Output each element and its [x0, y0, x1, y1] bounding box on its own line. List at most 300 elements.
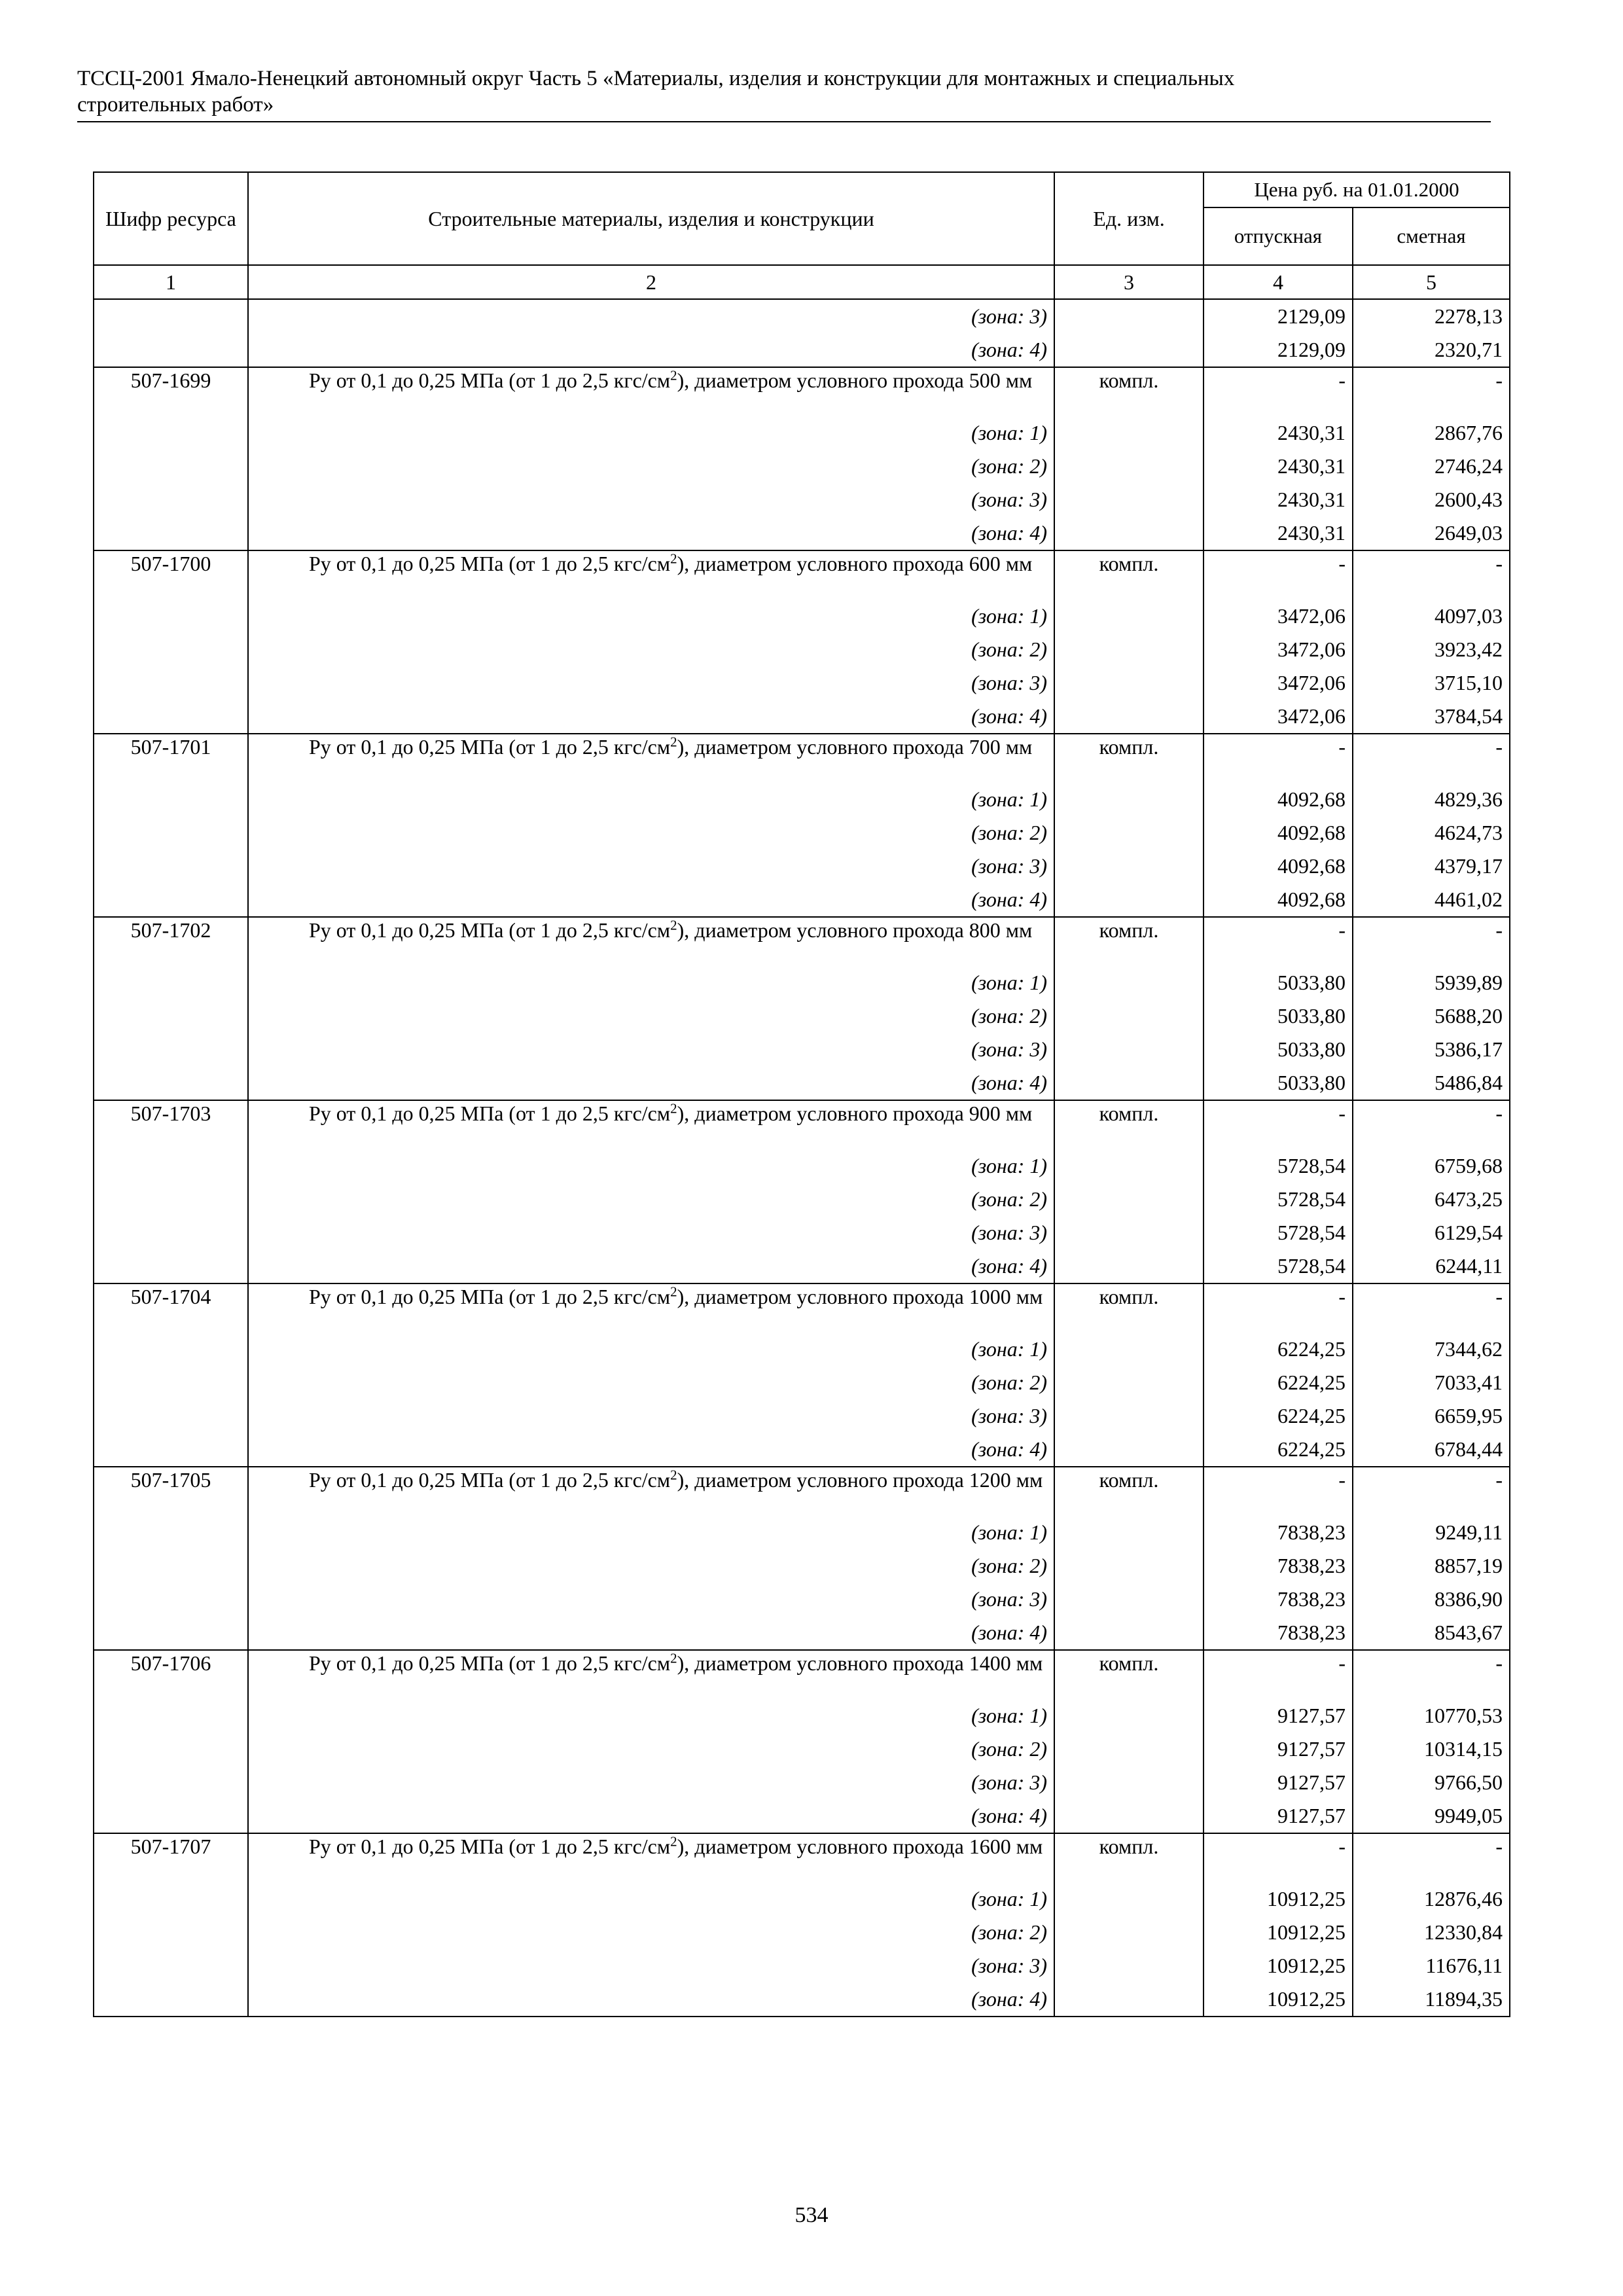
superscript-2: 2	[670, 1467, 677, 1483]
table-row	[94, 516, 1510, 550]
code-cell	[94, 483, 248, 516]
description-text: Ру от 0,1 до 0,25 МПа (от 1 до 2,5 кгс/см	[309, 918, 671, 942]
estimate-price-cell: -	[1353, 1650, 1510, 1699]
estimate-price-cell: 2746,24	[1353, 450, 1510, 483]
zone-cell: (зона: 4)	[248, 333, 1054, 367]
zone-cell: (зона: 4)	[248, 1799, 1054, 1833]
zone-cell: (зона: 1)	[248, 1516, 1054, 1549]
description-text: Ру от 0,1 до 0,25 МПа (от 1 до 2,5 кгс/см	[309, 1102, 671, 1125]
release-price-cell: 10912,25	[1204, 1982, 1353, 2017]
zone-cell: (зона: 1)	[248, 783, 1054, 816]
unit-cell	[1054, 1333, 1204, 1366]
code-cell	[94, 1799, 248, 1833]
estimate-price-cell: -	[1353, 1833, 1510, 1882]
unit-cell	[1054, 1433, 1204, 1467]
table-row	[94, 1366, 1510, 1399]
release-price-cell: 10912,25	[1204, 1949, 1353, 1982]
table-row	[94, 1833, 1510, 1882]
code-cell	[94, 1616, 248, 1650]
release-price-cell: -	[1204, 550, 1353, 600]
table-row	[94, 850, 1510, 883]
release-price-cell: 6224,25	[1204, 1366, 1353, 1399]
estimate-price-cell: 7033,41	[1353, 1366, 1510, 1399]
table-row	[94, 633, 1510, 666]
unit-cell	[1054, 1616, 1204, 1650]
description-text-2: ), диаметром условного прохода	[677, 368, 969, 392]
resource-code: 507-1706	[94, 1650, 248, 1699]
zone-cell: (зона: 2)	[248, 816, 1054, 850]
header-estimate: сметная	[1353, 207, 1510, 265]
unit-cell	[1054, 1399, 1204, 1433]
description-cell	[248, 1467, 1054, 1516]
release-price-cell: -	[1204, 1283, 1353, 1333]
release-price-cell: 2430,31	[1204, 450, 1353, 483]
unit-cell	[1054, 1066, 1204, 1100]
resource-code: 507-1702	[94, 917, 248, 966]
resource-code: 507-1705	[94, 1467, 248, 1516]
unit-cell	[1054, 1549, 1204, 1583]
table-row	[94, 1549, 1510, 1583]
zone-cell: (зона: 3)	[248, 483, 1054, 516]
superscript-2: 2	[670, 734, 677, 750]
description-text-2: ), диаметром условного прохода	[677, 735, 969, 759]
unit-cell	[1054, 1249, 1204, 1283]
release-price-cell: 2430,31	[1204, 483, 1353, 516]
code-cell	[94, 1249, 248, 1283]
table-row	[94, 1616, 1510, 1650]
page-header	[77, 65, 1491, 118]
unit-cell: компл.	[1054, 550, 1204, 600]
table-row	[94, 917, 1510, 966]
code-cell	[94, 633, 248, 666]
estimate-price-cell: 12330,84	[1353, 1916, 1510, 1949]
code-cell	[94, 1982, 248, 2017]
unit-cell	[1054, 516, 1204, 550]
release-price-cell: 5033,80	[1204, 1033, 1353, 1066]
code-cell	[94, 1766, 248, 1799]
code-cell	[94, 700, 248, 734]
unit-cell	[1054, 1183, 1204, 1216]
estimate-price-cell: 5939,89	[1353, 966, 1510, 999]
table-row	[94, 1650, 1510, 1699]
zone-cell: (зона: 1)	[248, 966, 1054, 999]
zone-cell: (зона: 4)	[248, 1982, 1054, 2017]
description-text: Ру от 0,1 до 0,25 МПа (от 1 до 2,5 кгс/см	[309, 1651, 671, 1675]
zone-cell: (зона: 3)	[248, 1949, 1054, 1982]
release-price-cell: 9127,57	[1204, 1766, 1353, 1799]
zone-cell: (зона: 2)	[248, 999, 1054, 1033]
estimate-price-cell: 2320,71	[1353, 333, 1510, 367]
estimate-price-cell: -	[1353, 1283, 1510, 1333]
unit-cell	[1054, 783, 1204, 816]
release-price-cell: -	[1204, 734, 1353, 783]
description-text: Ру от 0,1 до 0,25 МПа (от 1 до 2,5 кгс/см	[309, 735, 671, 759]
code-cell	[94, 1882, 248, 1916]
release-price-cell: 5033,80	[1204, 966, 1353, 999]
nominal-diameter: 1000 мм	[969, 1285, 1043, 1308]
estimate-price-cell: 4624,73	[1353, 816, 1510, 850]
release-price-cell: 2430,31	[1204, 416, 1353, 450]
unit-cell: компл.	[1054, 1833, 1204, 1882]
estimate-price-cell: 9766,50	[1353, 1766, 1510, 1799]
zone-cell: (зона: 2)	[248, 1549, 1054, 1583]
unit-cell	[1054, 883, 1204, 917]
table-row	[94, 1333, 1510, 1366]
estimate-price-cell: 6244,11	[1353, 1249, 1510, 1283]
release-price-cell: 7838,23	[1204, 1616, 1353, 1650]
resource-code: 507-1701	[94, 734, 248, 783]
table-row	[94, 783, 1510, 816]
unit-cell: компл.	[1054, 367, 1204, 416]
release-price-cell: 7838,23	[1204, 1549, 1353, 1583]
description-text-2: ), диаметром условного прохода	[677, 1651, 969, 1675]
nominal-diameter: 700 мм	[969, 735, 1033, 759]
table-row	[94, 1066, 1510, 1100]
release-price-cell: 2430,31	[1204, 516, 1353, 550]
release-price-cell: 4092,68	[1204, 816, 1353, 850]
estimate-price-cell: 6473,25	[1353, 1183, 1510, 1216]
zone-cell: (зона: 2)	[248, 1916, 1054, 1949]
zone-cell: (зона: 1)	[248, 600, 1054, 633]
zone-cell: (зона: 4)	[248, 1066, 1054, 1100]
nominal-diameter: 600 мм	[969, 552, 1033, 575]
table-row	[94, 483, 1510, 516]
unit-cell	[1054, 633, 1204, 666]
col-index: 1	[94, 265, 248, 299]
code-cell	[94, 1516, 248, 1549]
code-cell	[94, 1549, 248, 1583]
superscript-2: 2	[670, 550, 677, 567]
superscript-2: 2	[670, 1100, 677, 1117]
table-row	[94, 1033, 1510, 1066]
table-row	[94, 1149, 1510, 1183]
estimate-price-cell: 9249,11	[1353, 1516, 1510, 1549]
resource-code: 507-1704	[94, 1283, 248, 1333]
unit-cell	[1054, 1982, 1204, 2017]
table-row	[94, 333, 1510, 367]
zone-cell: (зона: 2)	[248, 1732, 1054, 1766]
zone-cell: (зона: 4)	[248, 1616, 1054, 1650]
table-row	[94, 1283, 1510, 1333]
zone-cell: (зона: 4)	[248, 883, 1054, 917]
code-cell	[94, 850, 248, 883]
code-cell	[94, 600, 248, 633]
zone-cell: (зона: 2)	[248, 1366, 1054, 1399]
description-text-2: ), диаметром условного прохода	[677, 1468, 969, 1492]
table-row	[94, 1467, 1510, 1516]
zone-cell: (зона: 1)	[248, 1882, 1054, 1916]
estimate-price-cell: -	[1353, 917, 1510, 966]
superscript-2: 2	[670, 367, 677, 384]
release-price-cell: 9127,57	[1204, 1699, 1353, 1732]
unit-cell	[1054, 966, 1204, 999]
resource-code: 507-1707	[94, 1833, 248, 1882]
release-price-cell: 3472,06	[1204, 700, 1353, 734]
unit-cell	[1054, 1149, 1204, 1183]
code-cell	[94, 1216, 248, 1249]
code-cell	[94, 883, 248, 917]
zone-cell: (зона: 3)	[248, 1583, 1054, 1616]
estimate-price-cell: 3715,10	[1353, 666, 1510, 700]
release-price-cell: 5033,80	[1204, 999, 1353, 1033]
estimate-price-cell: 2278,13	[1353, 299, 1510, 333]
code-cell	[94, 1066, 248, 1100]
release-price-cell: -	[1204, 1467, 1353, 1516]
estimate-price-cell: 9949,05	[1353, 1799, 1510, 1833]
unit-cell	[1054, 1366, 1204, 1399]
unit-cell	[1054, 1916, 1204, 1949]
estimate-price-cell: 3784,54	[1353, 700, 1510, 734]
unit-cell	[1054, 816, 1204, 850]
code-cell	[94, 1399, 248, 1433]
table-row	[94, 1949, 1510, 1982]
unit-cell: компл.	[1054, 1100, 1204, 1149]
zone-cell: (зона: 3)	[248, 666, 1054, 700]
header-unit: Ед. изм.	[1054, 172, 1204, 265]
code-cell	[94, 1949, 248, 1982]
code-cell	[94, 1732, 248, 1766]
code-cell	[94, 1433, 248, 1467]
release-price-cell: 3472,06	[1204, 666, 1353, 700]
table-row	[94, 1916, 1510, 1949]
release-price-cell: -	[1204, 1100, 1353, 1149]
unit-cell	[1054, 416, 1204, 450]
code-cell	[94, 1366, 248, 1399]
release-price-cell: 6224,25	[1204, 1433, 1353, 1467]
estimate-price-cell: 2600,43	[1353, 483, 1510, 516]
header-code: Шифр ресурса	[94, 172, 248, 265]
table-row	[94, 416, 1510, 450]
table-row	[94, 999, 1510, 1033]
table-row	[94, 1399, 1510, 1433]
release-price-cell: 5033,80	[1204, 1066, 1353, 1100]
description-text-2: ), диаметром условного прохода	[677, 1102, 969, 1125]
description-text-2: ), диаметром условного прохода	[677, 1285, 969, 1308]
description-text-2: ), диаметром условного прохода	[677, 918, 969, 942]
estimate-price-cell: 6784,44	[1353, 1433, 1510, 1467]
unit-cell	[1054, 333, 1204, 367]
estimate-price-cell: -	[1353, 550, 1510, 600]
table-row	[94, 1216, 1510, 1249]
release-price-cell: 4092,68	[1204, 850, 1353, 883]
zone-cell: (зона: 3)	[248, 299, 1054, 333]
release-price-cell: 3472,06	[1204, 633, 1353, 666]
unit-cell	[1054, 1766, 1204, 1799]
unit-cell: компл.	[1054, 734, 1204, 783]
superscript-2: 2	[670, 1650, 677, 1666]
table-row	[94, 1982, 1510, 2017]
estimate-price-cell: 8857,19	[1353, 1549, 1510, 1583]
estimate-price-cell: 2867,76	[1353, 416, 1510, 450]
release-price-cell: 5728,54	[1204, 1149, 1353, 1183]
resource-code: 507-1700	[94, 550, 248, 600]
zone-cell: (зона: 1)	[248, 416, 1054, 450]
code-cell	[94, 333, 248, 367]
code-cell	[94, 783, 248, 816]
code-cell	[94, 816, 248, 850]
table-row	[94, 600, 1510, 633]
price-table-body	[94, 299, 1510, 2017]
release-price-cell: 7838,23	[1204, 1583, 1353, 1616]
estimate-price-cell: -	[1353, 1467, 1510, 1516]
col-index: 3	[1054, 265, 1204, 299]
zone-cell: (зона: 2)	[248, 633, 1054, 666]
table-row	[94, 1799, 1510, 1833]
zone-cell: (зона: 2)	[248, 1183, 1054, 1216]
description-cell	[248, 1283, 1054, 1333]
estimate-price-cell: -	[1353, 1100, 1510, 1149]
table-row	[94, 299, 1510, 333]
description-text-2: ), диаметром условного прохода	[677, 552, 969, 575]
estimate-price-cell: 10770,53	[1353, 1699, 1510, 1732]
zone-cell: (зона: 3)	[248, 1766, 1054, 1799]
nominal-diameter: 1400 мм	[969, 1651, 1043, 1675]
release-price-cell: 3472,06	[1204, 600, 1353, 633]
code-cell	[94, 1183, 248, 1216]
estimate-price-cell: 8386,90	[1353, 1583, 1510, 1616]
unit-cell	[1054, 1516, 1204, 1549]
table-row	[94, 700, 1510, 734]
estimate-price-cell: 2649,03	[1353, 516, 1510, 550]
unit-cell	[1054, 1949, 1204, 1982]
estimate-price-cell: 4461,02	[1353, 883, 1510, 917]
estimate-price-cell: 11676,11	[1353, 1949, 1510, 1982]
code-cell	[94, 450, 248, 483]
superscript-2: 2	[670, 917, 677, 933]
zone-cell: (зона: 2)	[248, 450, 1054, 483]
unit-cell: компл.	[1054, 917, 1204, 966]
unit-cell	[1054, 850, 1204, 883]
col-index: 5	[1353, 265, 1510, 299]
unit-cell: компл.	[1054, 1467, 1204, 1516]
release-price-cell: 4092,68	[1204, 883, 1353, 917]
nominal-diameter: 1200 мм	[969, 1468, 1043, 1492]
description-cell	[248, 1100, 1054, 1149]
zone-cell: (зона: 1)	[248, 1699, 1054, 1732]
nominal-diameter: 1600 мм	[969, 1835, 1043, 1858]
release-price-cell: -	[1204, 367, 1353, 416]
header-line-1: ТССЦ-2001 Ямало-Ненецкий автономный округ Часть 5 «Материалы, изделия и конструкции для монтажных и специальных	[77, 67, 1235, 90]
zone-cell: (зона: 3)	[248, 1033, 1054, 1066]
header-rule	[77, 121, 1491, 122]
nominal-diameter: 900 мм	[969, 1102, 1033, 1125]
unit-cell: компл.	[1054, 1650, 1204, 1699]
unit-cell	[1054, 700, 1204, 734]
table-row	[94, 1699, 1510, 1732]
code-cell	[94, 966, 248, 999]
description-text-2: ), диаметром условного прохода	[677, 1835, 969, 1858]
code-cell	[94, 416, 248, 450]
description-cell	[248, 367, 1054, 416]
table-row	[94, 966, 1510, 999]
code-cell	[94, 516, 248, 550]
superscript-2: 2	[670, 1283, 677, 1300]
estimate-price-cell: 3923,42	[1353, 633, 1510, 666]
unit-cell: компл.	[1054, 1283, 1204, 1333]
estimate-price-cell: 12876,46	[1353, 1882, 1510, 1916]
unit-cell	[1054, 1799, 1204, 1833]
release-price-cell: -	[1204, 917, 1353, 966]
description-cell	[248, 917, 1054, 966]
unit-cell	[1054, 483, 1204, 516]
table-row	[94, 1583, 1510, 1616]
unit-cell	[1054, 450, 1204, 483]
description-text: Ру от 0,1 до 0,25 МПа (от 1 до 2,5 кгс/см	[309, 368, 671, 392]
code-cell	[94, 299, 248, 333]
estimate-price-cell: 7344,62	[1353, 1333, 1510, 1366]
header-name: Строительные материалы, изделия и конструкции	[248, 172, 1054, 265]
table-row	[94, 1433, 1510, 1467]
code-cell	[94, 1033, 248, 1066]
table-row	[94, 816, 1510, 850]
zone-cell: (зона: 1)	[248, 1333, 1054, 1366]
description-cell	[248, 734, 1054, 783]
zone-cell: (зона: 4)	[248, 700, 1054, 734]
release-price-cell: 10912,25	[1204, 1916, 1353, 1949]
table-row	[94, 1516, 1510, 1549]
table-row	[94, 550, 1510, 600]
release-price-cell: -	[1204, 1833, 1353, 1882]
estimate-price-cell: -	[1353, 734, 1510, 783]
release-price-cell: 2129,09	[1204, 333, 1353, 367]
unit-cell	[1054, 1583, 1204, 1616]
price-table	[93, 171, 1510, 2017]
unit-cell	[1054, 1732, 1204, 1766]
release-price-cell: 5728,54	[1204, 1183, 1353, 1216]
superscript-2: 2	[670, 1833, 677, 1850]
estimate-price-cell: 6659,95	[1353, 1399, 1510, 1433]
table-row	[94, 1766, 1510, 1799]
release-price-cell: 9127,57	[1204, 1732, 1353, 1766]
estimate-price-cell: 8543,67	[1353, 1616, 1510, 1650]
estimate-price-cell: 5386,17	[1353, 1033, 1510, 1066]
estimate-price-cell: 5688,20	[1353, 999, 1510, 1033]
nominal-diameter: 800 мм	[969, 918, 1033, 942]
zone-cell: (зона: 3)	[248, 1216, 1054, 1249]
unit-cell	[1054, 1699, 1204, 1732]
unit-cell	[1054, 999, 1204, 1033]
release-price-cell: 9127,57	[1204, 1799, 1353, 1833]
header-price: Цена руб. на 01.01.2000	[1204, 172, 1510, 207]
resource-code: 507-1703	[94, 1100, 248, 1149]
table-row	[94, 367, 1510, 416]
page-number: 534	[794, 2203, 829, 2227]
estimate-price-cell: 4097,03	[1353, 600, 1510, 633]
release-price-cell: 2129,09	[1204, 299, 1353, 333]
table-row	[94, 1183, 1510, 1216]
zone-cell: (зона: 3)	[248, 1399, 1054, 1433]
unit-cell	[1054, 600, 1204, 633]
description-text: Ру от 0,1 до 0,25 МПа (от 1 до 2,5 кгс/см	[309, 1835, 671, 1858]
table-row	[94, 1249, 1510, 1283]
estimate-price-cell: 4829,36	[1353, 783, 1510, 816]
table-row	[94, 666, 1510, 700]
table-row	[94, 450, 1510, 483]
code-cell	[94, 999, 248, 1033]
table-row	[94, 1882, 1510, 1916]
estimate-price-cell: 11894,35	[1353, 1982, 1510, 2017]
code-cell	[94, 1916, 248, 1949]
table-row	[94, 1732, 1510, 1766]
table-row	[94, 1100, 1510, 1149]
unit-cell	[1054, 299, 1204, 333]
code-cell	[94, 1583, 248, 1616]
release-price-cell: 6224,25	[1204, 1399, 1353, 1433]
description-cell	[248, 1833, 1054, 1882]
resource-code: 507-1699	[94, 367, 248, 416]
release-price-cell: 10912,25	[1204, 1882, 1353, 1916]
code-cell	[94, 1699, 248, 1732]
